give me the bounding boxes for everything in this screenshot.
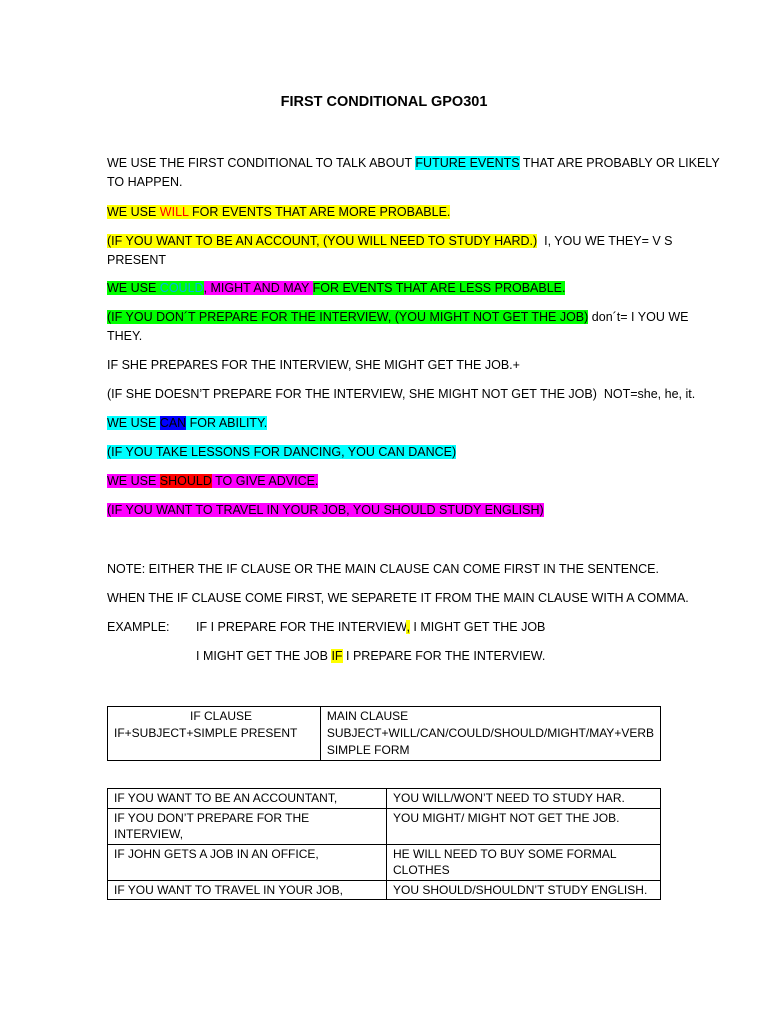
can-example-sentence: (IF YOU TAKE LESSONS FOR DANCING, YOU CAN DANCE) [107, 445, 457, 459]
could-keyword: COULD [159, 281, 204, 295]
not-example: (IF SHE DOESN’T PREPARE FOR THE INTERVIEW, SHE MIGHT NOT GET THE JOB) NOT=she, he, it. [107, 387, 696, 401]
can-rule-prefix: WE USE [107, 416, 160, 430]
table-row [108, 707, 661, 761]
could-example [107, 308, 689, 346]
should-example [107, 501, 677, 520]
will-keyword: WILL [159, 205, 189, 219]
should-rule-suffix: TO GIVE ADVICE. [211, 474, 319, 488]
will-example [107, 232, 677, 270]
example2-main-clause: I MIGHT GET THE JOB [196, 649, 332, 663]
should-rule [107, 472, 677, 491]
if-highlight: IF [331, 649, 343, 663]
if-cell: IF YOU WANT TO BE AN ACCOUNTANT, [108, 789, 387, 809]
intro-text: WE USE THE FIRST CONDITIONAL TO TALK ABOUT [107, 156, 416, 170]
can-example [107, 443, 677, 462]
if-cell: IF JOHN GETS A JOB IN AN OFFICE, [108, 844, 387, 880]
main-cell: YOU SHOULD/SHOULDN’T STUDY ENGLISH. [387, 880, 661, 900]
example-if-clause: IF I PREPARE FOR THE INTERVIEW [196, 620, 407, 634]
table-row [108, 808, 661, 844]
if-cell: IF YOU DON’T PREPARE FOR THE INTERVIEW, [108, 808, 387, 844]
will-example-note: I, YOU WE THEY= V S [537, 234, 673, 248]
table-row [108, 844, 661, 880]
could-rule [107, 279, 677, 298]
note: NOTE: EITHER THE IF CLAUSE OR THE MAIN CLAUSE CAN COME FIRST IN THE SENTENCE. [107, 562, 659, 576]
comma-rule: WHEN THE IF CLAUSE COME FIRST, WE SEPARETE IT FROM THE MAIN CLAUSE WITH A COMMA. [107, 591, 689, 605]
example-main-clause: I MIGHT GET THE JOB [409, 620, 546, 634]
will-example-sentence: (IF YOU WANT TO BE AN ACCOUNT, (YOU WILL NEED TO STUDY HARD.) [107, 234, 538, 248]
could-example-note-cont: THEY. [107, 329, 143, 343]
main-cell: YOU MIGHT/ MIGHT NOT GET THE JOB. [387, 808, 661, 844]
will-rule [107, 203, 677, 222]
if-clause-cell [108, 707, 321, 761]
will-rule-suffix: FOR EVENTS THAT ARE MORE PROBABLE. [188, 205, 451, 219]
if-cell: IF YOU WANT TO TRAVEL IN YOUR JOB, [108, 880, 387, 900]
intro-text-cont: THAT ARE PROBABLY OR LIKELY [519, 156, 720, 170]
main-cell: HE WILL NEED TO BUY SOME FORMAL CLOTHES [387, 844, 661, 880]
could-rule-suffix: FOR EVENTS THAT ARE LESS PROBABLE. [312, 281, 566, 295]
can-keyword: CAN [159, 416, 187, 430]
could-rule-prefix: WE USE [107, 281, 160, 295]
page-title: FIRST CONDITIONAL GPO301 [280, 94, 488, 110]
can-rule [107, 414, 677, 433]
example-line-1 [107, 618, 677, 637]
could-example-note: don´t= I YOU WE [588, 310, 689, 324]
could-example-sentence: (IF YOU DON´T PREPARE FOR THE INTERVIEW, (YOU MIGHT NOT GET THE JOB) [107, 310, 589, 324]
intro-paragraph [107, 154, 720, 192]
intro-text-end: TO HAPPEN. [107, 175, 183, 189]
main-cell: YOU WILL/WON’T NEED TO STUDY HAR. [387, 789, 661, 809]
should-rule-prefix: WE USE [107, 474, 160, 488]
main-clause-formula: SUBJECT+WILL/CAN/COULD/SHOULD/MIGHT/MAY+VERB SIMPLE FORM [326, 726, 654, 757]
table-row [108, 789, 661, 809]
example-label: EXAMPLE: [107, 620, 170, 634]
will-rule-prefix: WE USE [107, 205, 160, 219]
table-row [108, 880, 661, 900]
if-clause-formula: IF+SUBJECT+SIMPLE PRESENT [114, 726, 298, 740]
should-example-sentence: (IF YOU WANT TO TRAVEL IN YOUR JOB, YOU SHOULD STUDY ENGLISH) [107, 503, 544, 517]
example-line-2 [107, 647, 677, 666]
main-clause-cell [320, 707, 660, 761]
should-keyword: SHOULD [159, 474, 212, 488]
might-may-keywords: , MIGHT AND MAY [203, 281, 313, 295]
future-events-highlight: FUTURE EVENTS [415, 156, 520, 170]
will-example-note-cont: PRESENT [107, 253, 167, 267]
example2-if-clause: I PREPARE FOR THE INTERVIEW. [342, 649, 546, 663]
can-rule-suffix: FOR ABILITY. [186, 416, 268, 430]
comma-highlight: , [406, 620, 410, 634]
if-clause-header: IF CLAUSE [190, 709, 253, 723]
examples-table [107, 788, 661, 900]
structure-table [107, 706, 661, 761]
main-clause-header: MAIN CLAUSE [326, 709, 409, 723]
plus-example: IF SHE PREPARES FOR THE INTERVIEW, SHE MIGHT GET THE JOB.+ [107, 358, 520, 372]
